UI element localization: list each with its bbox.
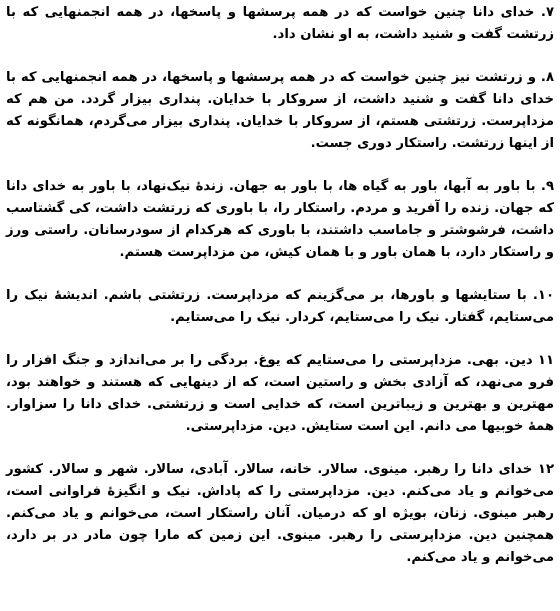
paragraph-8: ۸. و زرتشت نیز چنین خواست که در همه پرسشها و پاسخها، در همه انجمنهایی که با خدای دانا گفت و شنید داشت، از سروکار با خدایان. پنداری بیزار گردد. من هم که مزداپرست. زرتشتی هستم، از سروکار با خدایان. پنداری بیزار می‌گردم، همانگونه که از اینها زرتشت. راستکار دوری جست. [6,70,554,151]
paragraph-10: ۱۰. با ستایشها و باورها، بر می‌گزینم که مزداپرست. زرتشتی باشم. اندیشهٔ نیک را می‌ستایم، گفتار. نیک را می‌ستایم، کردار. نیک را می‌ستایم. [6,288,554,325]
paragraph-12: ۱۲ خدای دانا را رهبر. مینوی. سالار. خانه، سالار. آبادی، سالار. شهر و سالار. کشور می‌خوانم و یاد می‌کنم. دین. مزداپرستی را که پاداش. نیک و انگیزهٔ فراوانی است، رهبر مینوی. زنان، بویژه او که درمیان. آنان راستکار است، می‌خوانم و یاد می‌کنم. همچنین دین. مزداپرستی را رهبر. مینوی. این زمین که مارا چون مادر در بر دارد، می‌خوانم و یاد می‌کنم. [6,462,554,565]
paragraph-9: ۹. با باور به آبها، باور به گیاه ها، با باور به جهان. زندهٔ نیک‌نهاد، با باور به خدای دانا که جهان. زنده را آفرید و مردم. راستکار را، با باوری که زرتشت داشت، کی گشتاسب داشت، فرشوشتر و جاماسب داشتند، با باوری که هرکدام از سودرسانان. راستی ورز و راستکار دارد، با همان باور و با همان کیش، من مزداپرست هستم. [6,179,554,260]
paragraph-11: ۱۱ دین. بهی. مزداپرستی را می‌ستایم که یوغ. بردگی را بر می‌اندازد و جنگ افزار را فرو می‌نهد، که آزادی بخش و راستین است، که از دینهایی که هستند و خواهند بود، مهترین و بهترین و زیباترین است، که خدایی است و زرتشتی. خدای دانا را سزاوار. همهٔ خوبیها می دانم. این است ستایش. دین. مزداپرستی. [6,353,554,434]
paragraph-7: ۷. خدای دانا چنین خواست که در همه پرسشها و پاسخها، در همه انجمنهایی که با زرتشت گفت و شنید داشت، به او نشان داد. [6,5,554,42]
